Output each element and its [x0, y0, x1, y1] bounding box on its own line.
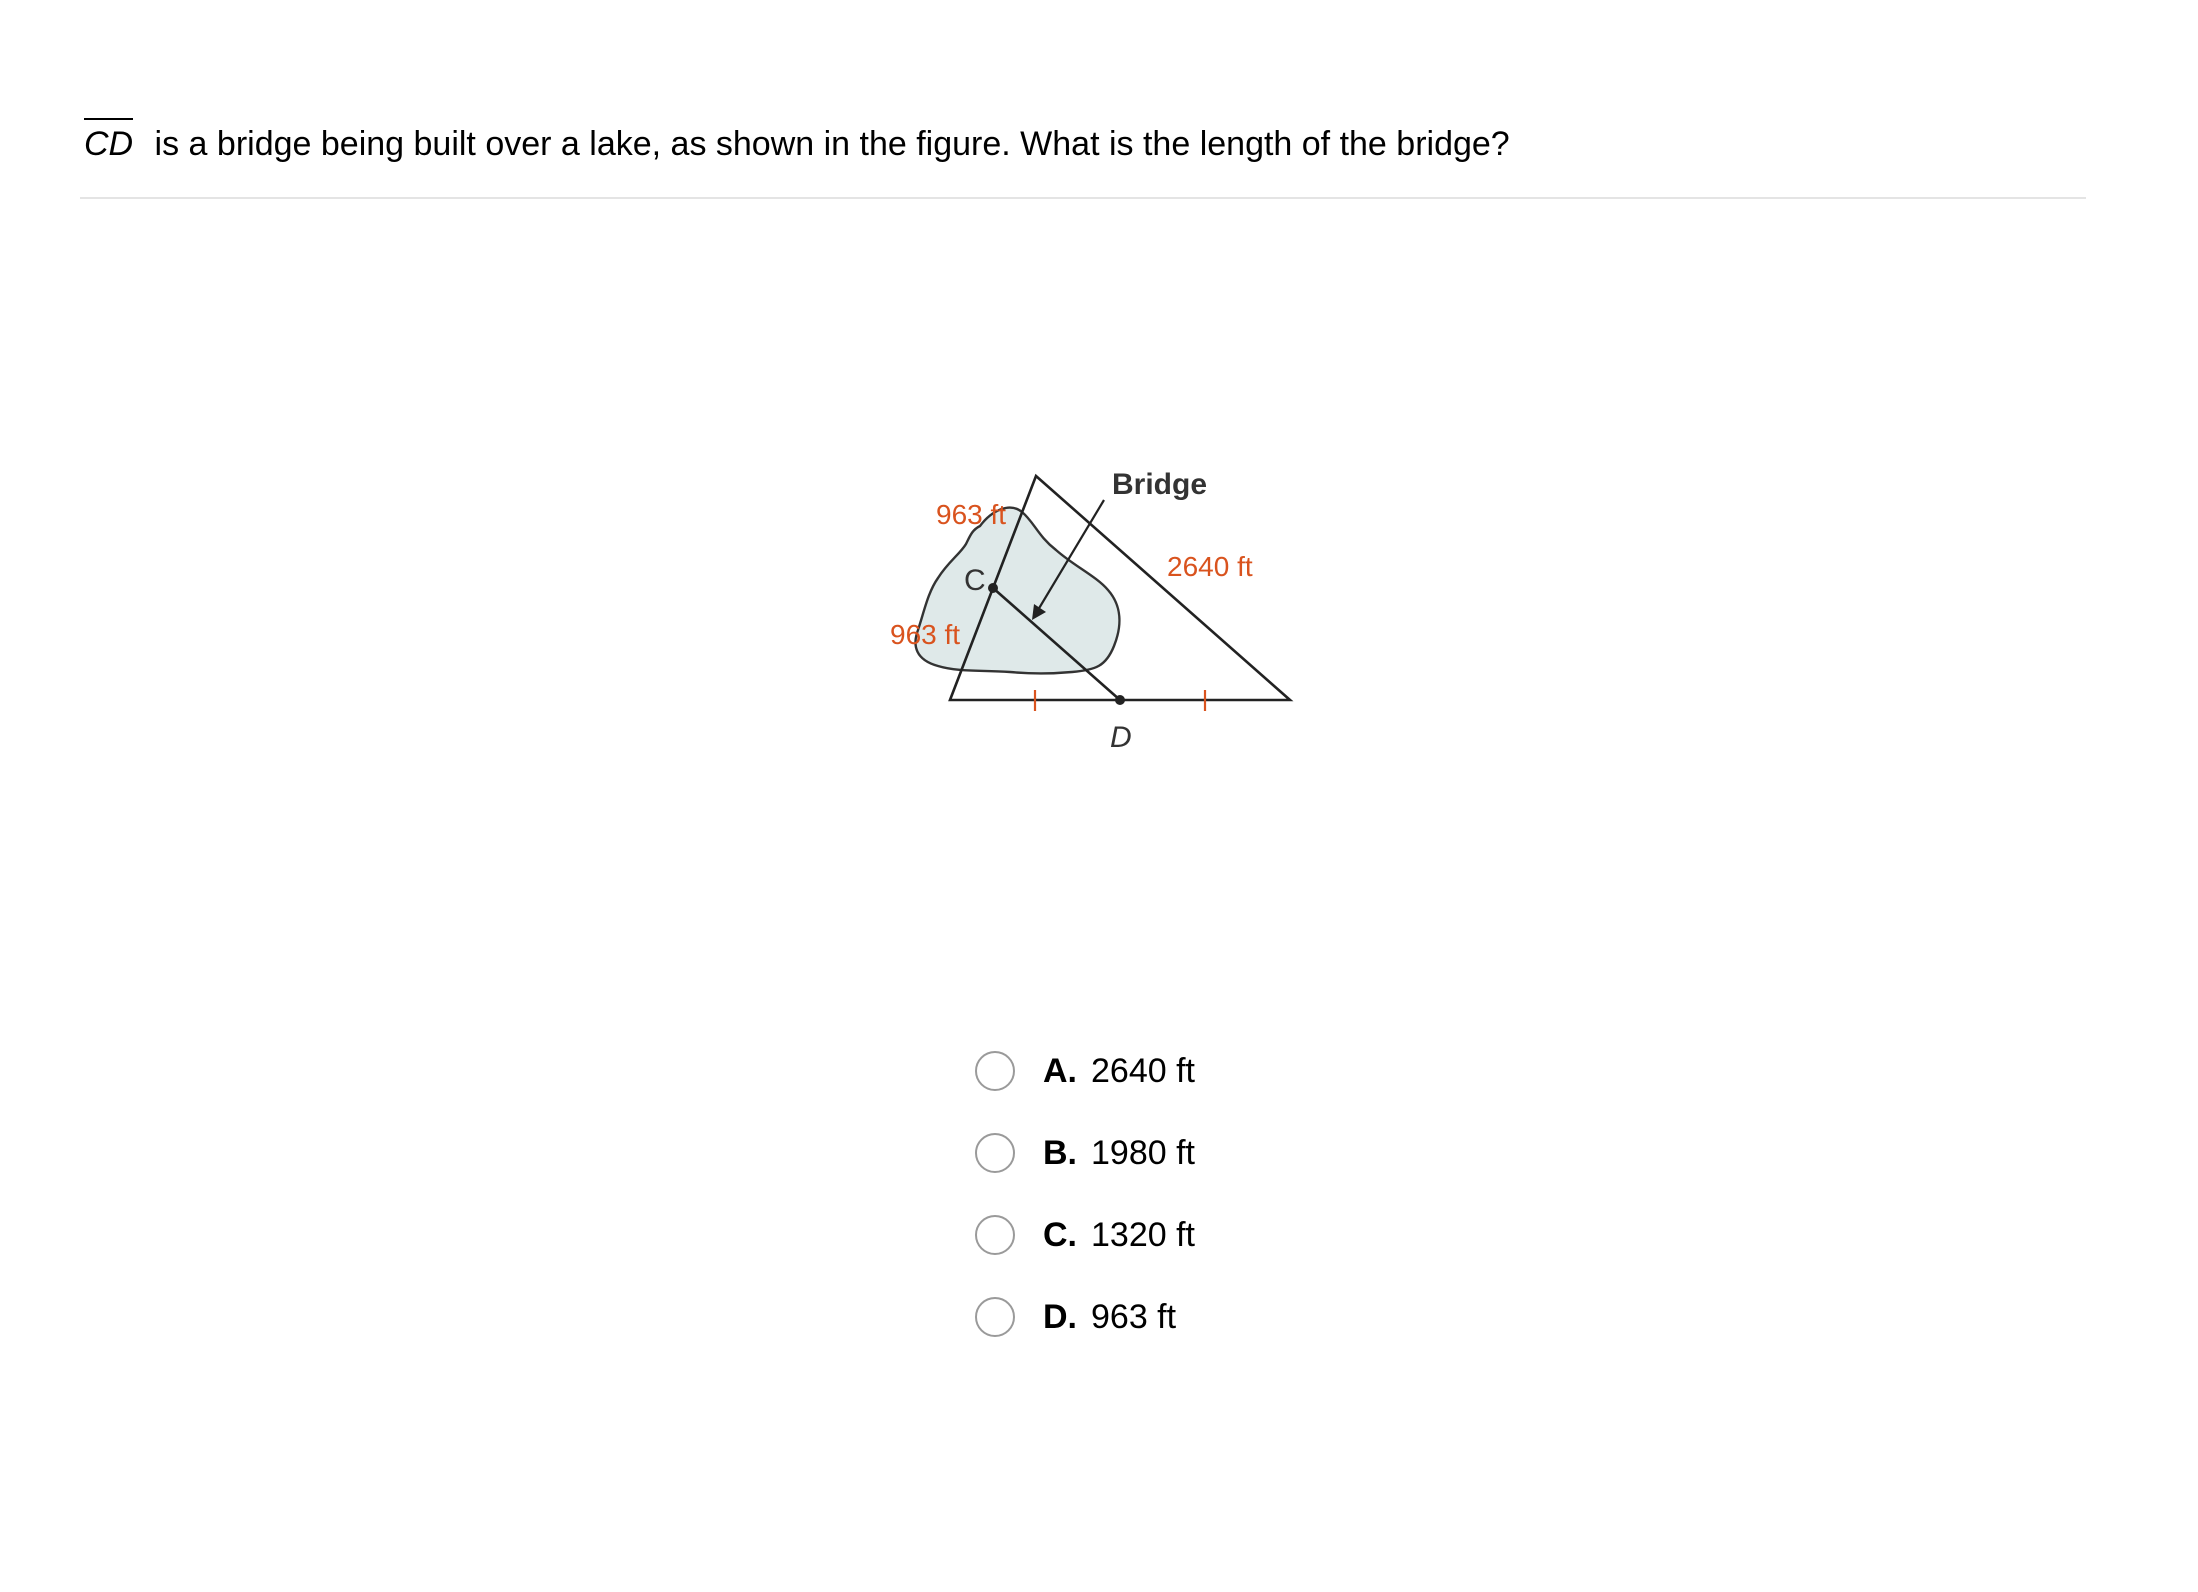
bridge-figure [860, 440, 1320, 770]
triangle-diagram [860, 440, 1320, 770]
point-c-label: C [964, 564, 986, 597]
choice-c-radio[interactable] [975, 1215, 1015, 1255]
choice-d-letter: D. [1043, 1297, 1077, 1336]
choice-d[interactable] [975, 1276, 1195, 1358]
hypotenuse-label: 2640 ft [1167, 551, 1253, 582]
upper-side-label: 963 ft [936, 499, 1007, 530]
choice-b-letter: B. [1043, 1133, 1077, 1172]
choice-b-radio[interactable] [975, 1133, 1015, 1173]
point-d [1115, 695, 1125, 705]
choice-a-letter: A. [1043, 1051, 1077, 1090]
choice-b[interactable] [975, 1112, 1195, 1194]
choice-b-text: 1980 ft [1091, 1133, 1195, 1172]
question-body: is a bridge being built over a lake, as shown in the figure. What is the length of the bridge? [145, 125, 1510, 163]
bridge-label: Bridge [1112, 468, 1208, 501]
choice-a-radio[interactable] [975, 1051, 1015, 1091]
lower-side-label: 963 ft [890, 619, 961, 650]
segment-cd [84, 116, 133, 172]
answer-choices [975, 1030, 1195, 1358]
choice-d-text: 963 ft [1091, 1297, 1177, 1336]
point-c [988, 583, 998, 593]
choice-a-text: 2640 ft [1091, 1051, 1195, 1090]
choice-d-radio[interactable] [975, 1297, 1015, 1337]
choice-c-text: 1320 ft [1091, 1215, 1195, 1254]
segment-label: CD [84, 125, 134, 163]
question-text [84, 116, 1510, 172]
point-d-label: D [1110, 721, 1132, 754]
segment-overbar [84, 118, 133, 120]
choice-c-letter: C. [1043, 1215, 1077, 1254]
choice-c[interactable] [975, 1194, 1195, 1276]
choice-a[interactable] [975, 1030, 1195, 1112]
question-divider [80, 197, 2086, 199]
